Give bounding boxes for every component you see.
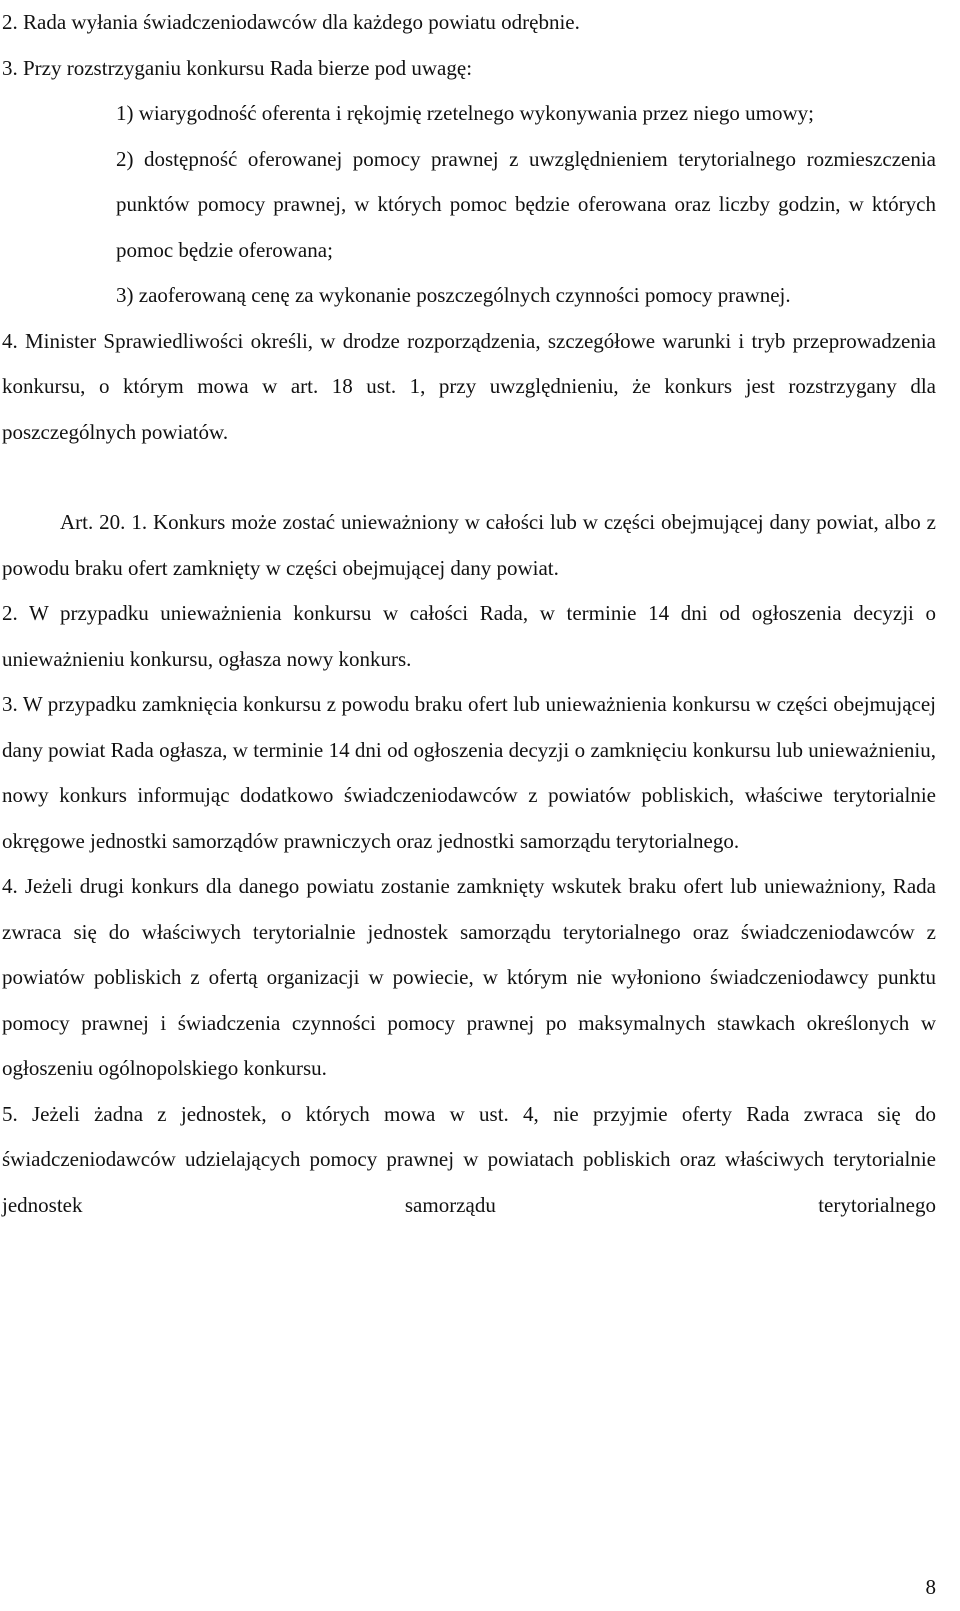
paragraph-3-item-2: 2) dostępność oferowanej pomocy prawnej z uwzględnieniem terytorialnego rozmieszczenia punktów pomocy prawnej, w których pomoc będzie oferowana oraz liczby godzin, w których pomoc będzie oferowana; bbox=[116, 146, 936, 262]
paragraph-4: 4. Minister Sprawiedliwości określi, w drodze rozporządzenia, szczegółowe warunki i tryb przeprowadzenia konkursu, o którym mowa w art. 18 ust. 1, przy uwzględnieniu, że konkurs jest rozstrzygany dla poszczególnych powiatów. bbox=[2, 328, 936, 444]
paragraph-3-item-3: 3) zaoferowaną cenę za wykonanie poszczególnych czynności pomocy prawnej. bbox=[116, 283, 791, 307]
article-20-paragraph-4: 4. Jeżeli drugi konkurs dla danego powiatu zostanie zamknięty wskutek braku ofert lub unieważniony, Rada zwraca się do właściwych terytorialnie jednostek samorządu terytorialnego oraz świadczeniodawców z powiatów pobliskich z ofertą organizacji w powiecie, w którym nie wyłoniono świadczeniodawcy punktu pomocy prawnej i świadczenia czynności pomocy prawnej po maksymalnych stawkach określonych w ogłoszeniu ogólnopolskiego konkursu. bbox=[2, 874, 936, 1080]
paragraph-3-item-1: 1) wiarygodność oferenta i rękojmię rzetelnego wykonywania przez niego umowy; bbox=[116, 101, 815, 125]
document-page bbox=[2, 0, 936, 1228]
article-20-paragraph-2: 2. W przypadku unieważnienia konkursu w całości Rada, w terminie 14 dni od ogłoszenia decyzji o unieważnieniu konkursu, ogłasza nowy konkurs. bbox=[2, 601, 936, 671]
page-number: 8 bbox=[925, 1575, 936, 1599]
article-20-paragraph-5: 5. Jeżeli żadna z jednostek, o których mowa w ust. 4, nie przyjmie oferty Rada zwraca się do świadczeniodawców udzielających pomocy prawnej w powiatach pobliskich oraz właściwych terytorialnie jednostek samorządu terytorialnego bbox=[2, 1101, 936, 1217]
paragraph-2: 2. Rada wyłania świadczeniodawców dla każdego powiatu odrębnie. bbox=[2, 10, 580, 34]
article-20-paragraph-3: 3. W przypadku zamknięcia konkursu z powodu braku ofert lub unieważnienia konkursu w części obejmującej dany powiat Rada ogłasza, w terminie 14 dni od ogłoszenia decyzji o zamknięciu konkursu lub unieważnieniu, nowy konkurs informując dodatkowo świadczeniodawców z powiatów pobliskich, właściwe terytorialnie okręgowe jednostki samorządów prawniczych oraz jednostki samorządu terytorialnego. bbox=[2, 692, 936, 853]
article-20-paragraph-1: Art. 20. 1. Konkurs może zostać unieważniony w całości lub w części obejmującej dany powiat, albo z powodu braku ofert zamknięty w części obejmującej dany powiat. bbox=[2, 510, 936, 580]
paragraph-3: 3. Przy rozstrzyganiu konkursu Rada bierze pod uwagę: bbox=[2, 55, 473, 80]
section-gap bbox=[2, 455, 936, 500]
